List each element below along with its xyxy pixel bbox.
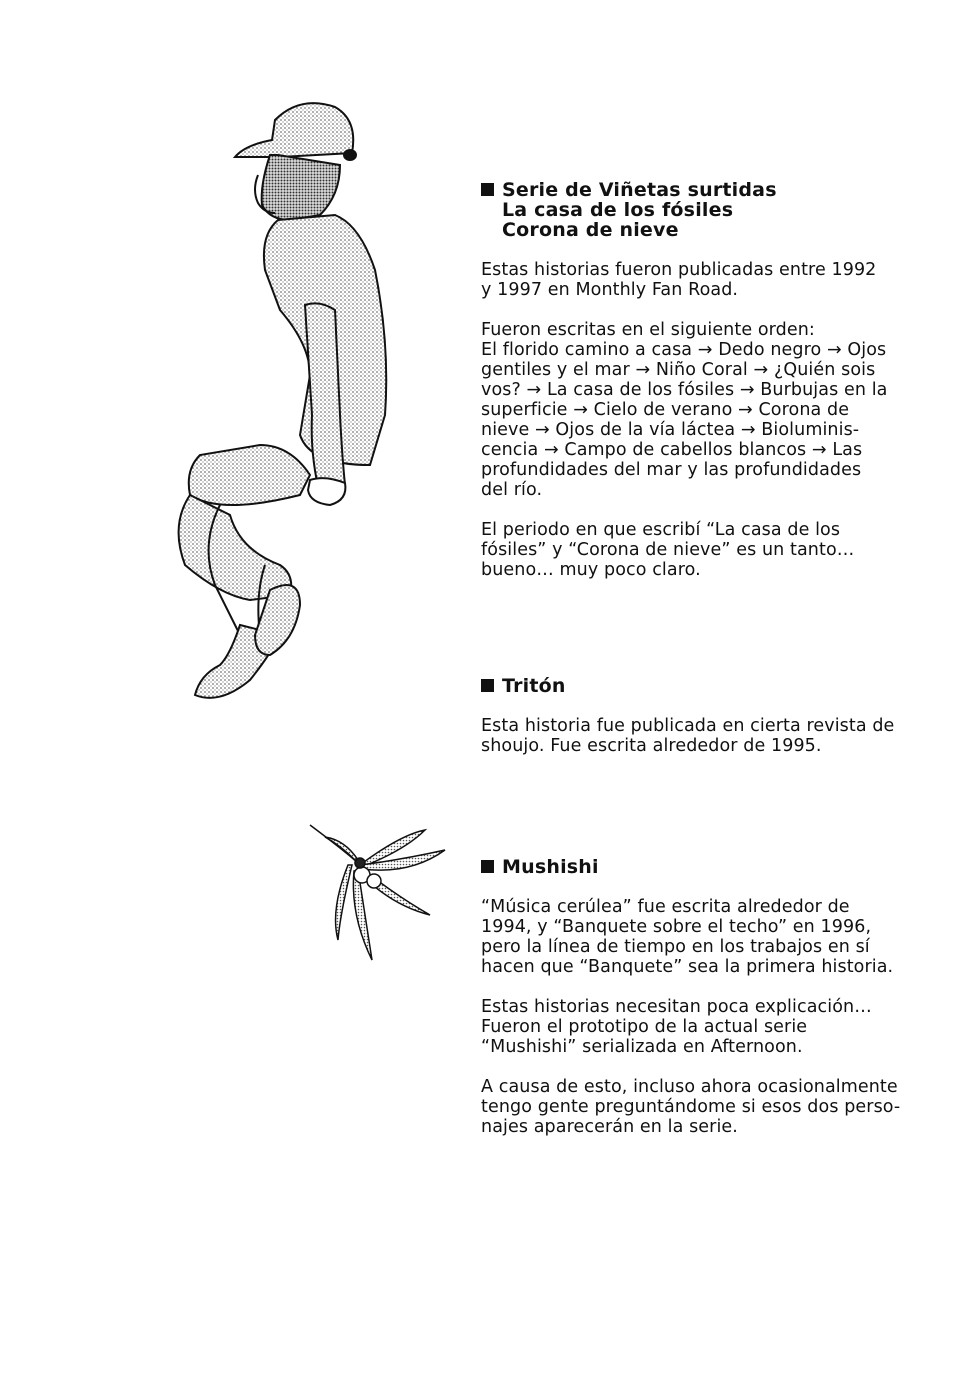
section-mushishi — [481, 857, 941, 1157]
paragraph: El periodo en que escribí “La casa de los fósiles” y “Corona de nieve” es un tanto… bueno… muy poco claro. — [481, 520, 855, 580]
section-heading — [481, 857, 941, 877]
heading-line: Corona de nieve — [502, 219, 679, 241]
square-bullet-icon — [481, 860, 494, 873]
paragraph: Fueron escritas en el siguiente orden: El florido camino a casa → Dedo negro → Ojos gentiles y el mar → Niño Coral → ¿Quién sois vos? → La casa de los fósiles → Burbujas en la superficie → Cielo de verano → Corona de nieve → Ojos de la vía láctea → Bioluminis- cencia → Campo de cabellos blancos → Las profundidades del mar y las profundidades del río. — [481, 320, 888, 500]
paragraph: Esta historia fue publicada en cierta revista de shoujo. Fue escrita alrededor de 1995. — [481, 716, 895, 756]
section-heading — [481, 180, 941, 240]
square-bullet-icon — [481, 183, 494, 196]
section-heading — [481, 676, 941, 696]
paragraph: Estas historias fueron publicadas entre 1992 y 1997 en Monthly Fan Road. — [481, 260, 877, 300]
square-bullet-icon — [481, 679, 494, 692]
heading-line: Serie de Viñetas surtidas — [502, 179, 777, 201]
heading-line: Tritón — [502, 675, 566, 697]
paragraph: “Música cerúlea” fue escrita alrededor de 1994, y “Banquete sobre el techo” en 1996, pero la línea de tiempo en los trabajos en sí hacen que “Banquete” sea la primera historia. — [481, 897, 894, 977]
section-vignettes — [481, 180, 941, 600]
branch-leaves-illustration — [300, 815, 460, 975]
paragraph: Estas historias necesitan poca explicación… Fueron el prototipo de la actual serie “Mushishi” serializada en Afternoon. — [481, 997, 872, 1057]
seated-boy-illustration — [160, 95, 410, 715]
paragraph: A causa de esto, incluso ahora ocasionalmente tengo gente preguntándome si esos dos perso- najes aparecerán en la serie. — [481, 1077, 901, 1137]
section-triton — [481, 676, 941, 776]
heading-line: La casa de los fósiles — [502, 199, 734, 221]
heading-line: Mushishi — [502, 856, 599, 878]
